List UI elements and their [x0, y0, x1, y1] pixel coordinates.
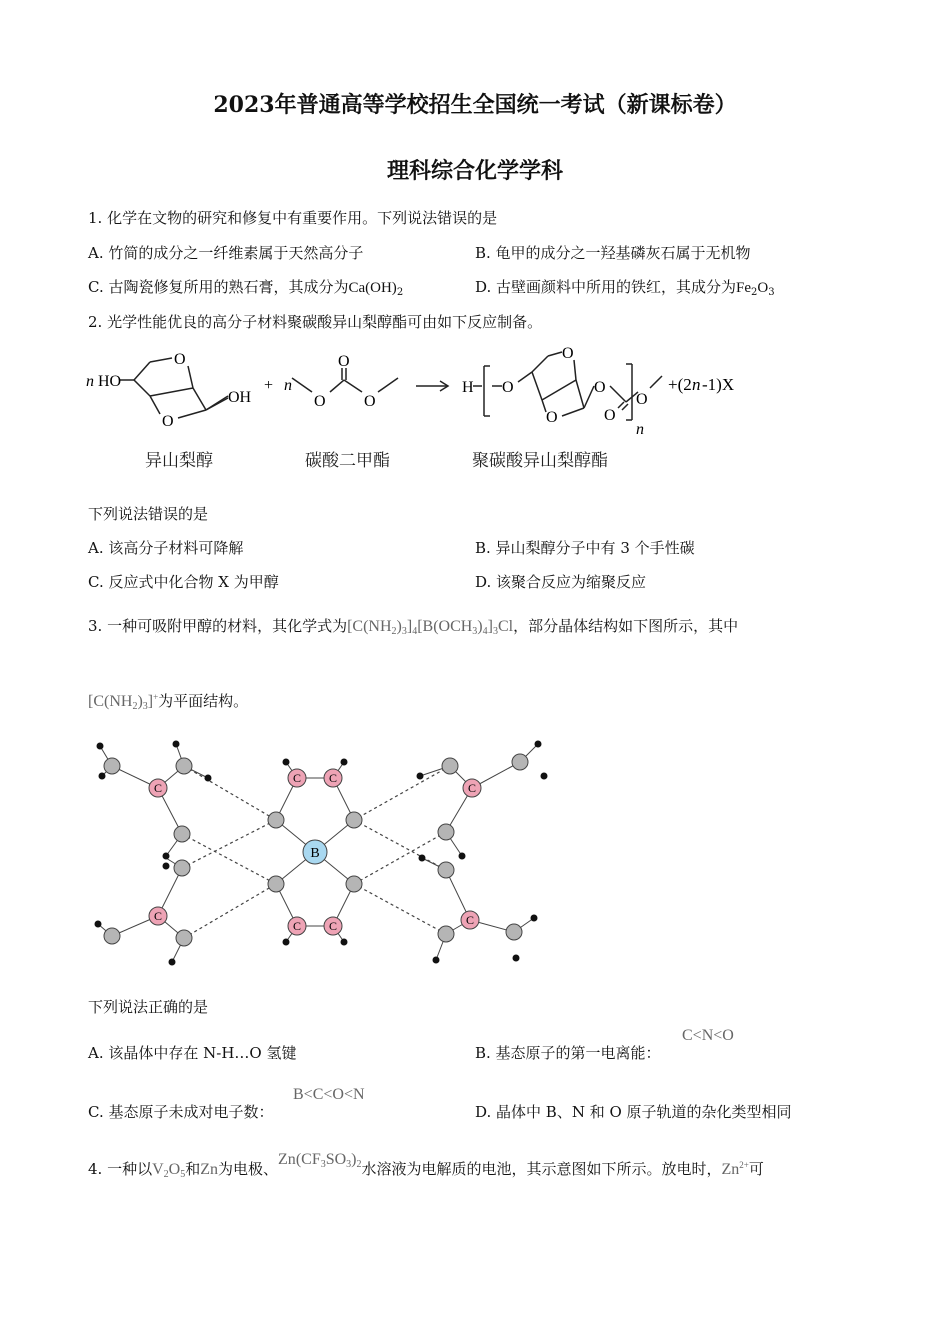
q4-o-sub: 5: [180, 1169, 186, 1180]
q4-v-sub: 2: [163, 1169, 169, 1180]
atom-c-3: C: [467, 781, 477, 795]
q2-n-2: n: [284, 377, 292, 394]
q4-zn2: Zn: [278, 1151, 296, 1168]
q2-o-p3: O: [546, 409, 558, 426]
q4-zn-ion: [722, 1161, 749, 1178]
q4-so: SO: [325, 1151, 347, 1168]
q3-ion-sub3: 3: [142, 701, 148, 712]
q2-o-ring-2: O: [162, 413, 174, 430]
q2-x-rest: -1)X: [702, 375, 735, 394]
q3-option-b: B. 基态原子的第一电离能：: [475, 1044, 661, 1062]
q3-option-c: C. 基态原子未成对电子数：: [88, 1103, 274, 1121]
q2-label-dmc: 碳酸二甲酯: [305, 451, 390, 471]
q1-option-d-sub2: 3: [768, 287, 775, 298]
q3-f-sub2: 2: [391, 626, 397, 637]
q2-o-p2: O: [562, 345, 574, 362]
q3-ion-sup: +: [153, 692, 159, 702]
q1-option-c-text: C. 古陶瓷修复所用的熟石膏，其成分为: [88, 278, 349, 296]
paper-title: 2023年普通高等学校招生全国统一考试（新课标卷）: [213, 92, 737, 118]
atom-c-2: C: [153, 909, 163, 923]
q2-o-p4: O: [594, 379, 606, 396]
q1-option-c-sub: 2: [396, 287, 404, 298]
q2-prompt: 下列说法错误的是: [88, 505, 209, 523]
q2-label-isosorbide: 异山梨醇: [145, 451, 213, 471]
q4-p4: 水溶液为电解质的电池，其示意图如下所示。放电时，: [361, 1160, 722, 1178]
q2-o-p5: O: [604, 407, 616, 424]
q3-f-c: C: [352, 618, 364, 635]
q2-h: H: [462, 379, 474, 396]
q3-formula: $[C(NH_2)_3]_4[B(OCH_3)_4]_3Cl$: [347, 618, 514, 637]
q1-stem: 1. 化学在文物的研究和修复中有重要作用。下列说法错误的是: [88, 209, 498, 227]
q3-prompt: 下列说法正确的是: [88, 998, 209, 1016]
q3-line2: [88, 690, 248, 712]
q4-cf: CF: [301, 1151, 321, 1168]
atom-c-6: C: [328, 771, 338, 785]
q4-stem: [88, 1151, 764, 1180]
q1-option-c-formula: Ca(OH): [348, 280, 397, 296]
q4-o: O: [168, 1161, 181, 1178]
atom-b: B: [310, 846, 320, 861]
q3-ion-c: C: [93, 693, 104, 710]
q3-f-och: OCH: [438, 618, 473, 635]
q3-f-sub5: 3: [472, 626, 478, 637]
q2-option-b: B. 异山梨醇分子中有 3 个手性碳: [475, 539, 695, 557]
q2-label-polymer: 聚碳酸异山梨醇酯: [472, 451, 608, 471]
q2-stem: 2. 光学性能优良的高分子材料聚碳酸异山梨醇酯可由如下反应制备。: [88, 313, 543, 331]
q3-stem-post: ，部分晶体结构如下图所示，其中: [513, 617, 739, 635]
q2-n-1: n: [86, 373, 94, 390]
q4-zn-sup: 2+: [739, 1160, 749, 1170]
q3-f-cl: Cl: [497, 618, 514, 635]
q2-n-3: n: [636, 421, 644, 438]
q3-ion-nh: NH: [109, 693, 133, 710]
q2-o-p1: O: [502, 379, 514, 396]
atom-c-4: C: [465, 913, 475, 927]
q3-f-sub4: 4: [412, 626, 418, 637]
q2-o-ring-1: O: [174, 351, 186, 368]
q4-p1: 4. 一种以: [88, 1160, 153, 1178]
q4-p2: 和: [185, 1160, 201, 1178]
q4-zn-salt: $Zn(CF_3SO_3)_2$: [278, 1151, 362, 1170]
q3-option-b-formula: C<N<O: [682, 1027, 734, 1044]
q4-p3: 为电极、: [218, 1160, 279, 1178]
atom-c-5: C: [292, 771, 302, 785]
q4-so-sub: 3: [346, 1159, 352, 1170]
atom-c-1: C: [153, 781, 163, 795]
q2-ho: HO: [98, 373, 122, 390]
q2-oh: OH: [228, 389, 252, 406]
q4-zn3: Zn: [721, 1161, 740, 1178]
q3-f-b: B: [422, 618, 434, 635]
q2-o-p6: O: [636, 391, 648, 408]
q1-option-d-fe: Fe: [736, 280, 752, 296]
q4-zn: Zn: [200, 1161, 219, 1178]
q3-f-sub7: 3: [492, 626, 498, 637]
q4-salt-sub: 2: [356, 1159, 362, 1170]
q3-option-d: D. 晶体中 B、N 和 O 原子轨道的杂化类型相同: [475, 1103, 792, 1121]
q1-option-d-sub1: 2: [751, 287, 758, 298]
q2-x-coef: +(2: [668, 375, 692, 394]
q1-option-d: [475, 276, 775, 298]
q3-crystal-structure: [86, 730, 556, 970]
q2-plus: +: [264, 377, 274, 394]
q1-option-d-o: O: [757, 280, 769, 296]
q2-o-dmc-1: O: [314, 393, 326, 410]
atom-c-8: C: [328, 919, 338, 933]
q4-p5: 可: [748, 1160, 764, 1178]
q2-option-a: A. 该高分子材料可降解: [88, 539, 244, 557]
q1-option-c: [88, 276, 403, 298]
q3-f-nh: NH: [368, 618, 392, 635]
q4-v: V: [152, 1161, 164, 1178]
atom-c-7: C: [292, 919, 302, 933]
q3-line2-post: 为平面结构。: [158, 692, 249, 710]
q4-v2o5: [152, 1161, 185, 1178]
q4-cf-sub: 3: [320, 1159, 326, 1170]
q1-option-b: B. 龟甲的成分之一羟基磷灰石属于无机物: [475, 244, 751, 262]
q1-option-a: A. 竹简的成分之一纤维素属于天然高分子: [88, 244, 364, 262]
q1-option-d-text: D. 古壁画颜料中所用的铁红，其成分为: [475, 278, 737, 296]
q3-f-sub3: 3: [401, 626, 407, 637]
q3-option-a: A. 该晶体中存在 N-H…O 氢键: [88, 1044, 297, 1062]
q2-x-n: n: [692, 375, 701, 394]
q3-stem: [88, 615, 738, 637]
q2-o-dmc-2: O: [338, 353, 350, 370]
q3-f-sub6: 4: [482, 626, 488, 637]
q3-ion-sub2: 2: [132, 701, 138, 712]
q3-ion: $[C(NH_2)_3]^+$: [88, 692, 159, 712]
q2-option-c: C. 反应式中化合物 X 为甲醇: [88, 573, 279, 591]
q3-stem-pre: 3. 一种可吸附甲醇的材料，其化学式为: [88, 617, 348, 635]
q2-o-dmc-3: O: [364, 393, 376, 410]
q3-option-c-formula: B<C<O<N: [293, 1086, 365, 1103]
q2-option-d: D. 该聚合反应为缩聚反应: [475, 573, 647, 591]
paper-subtitle: 理科综合化学学科: [386, 158, 563, 184]
